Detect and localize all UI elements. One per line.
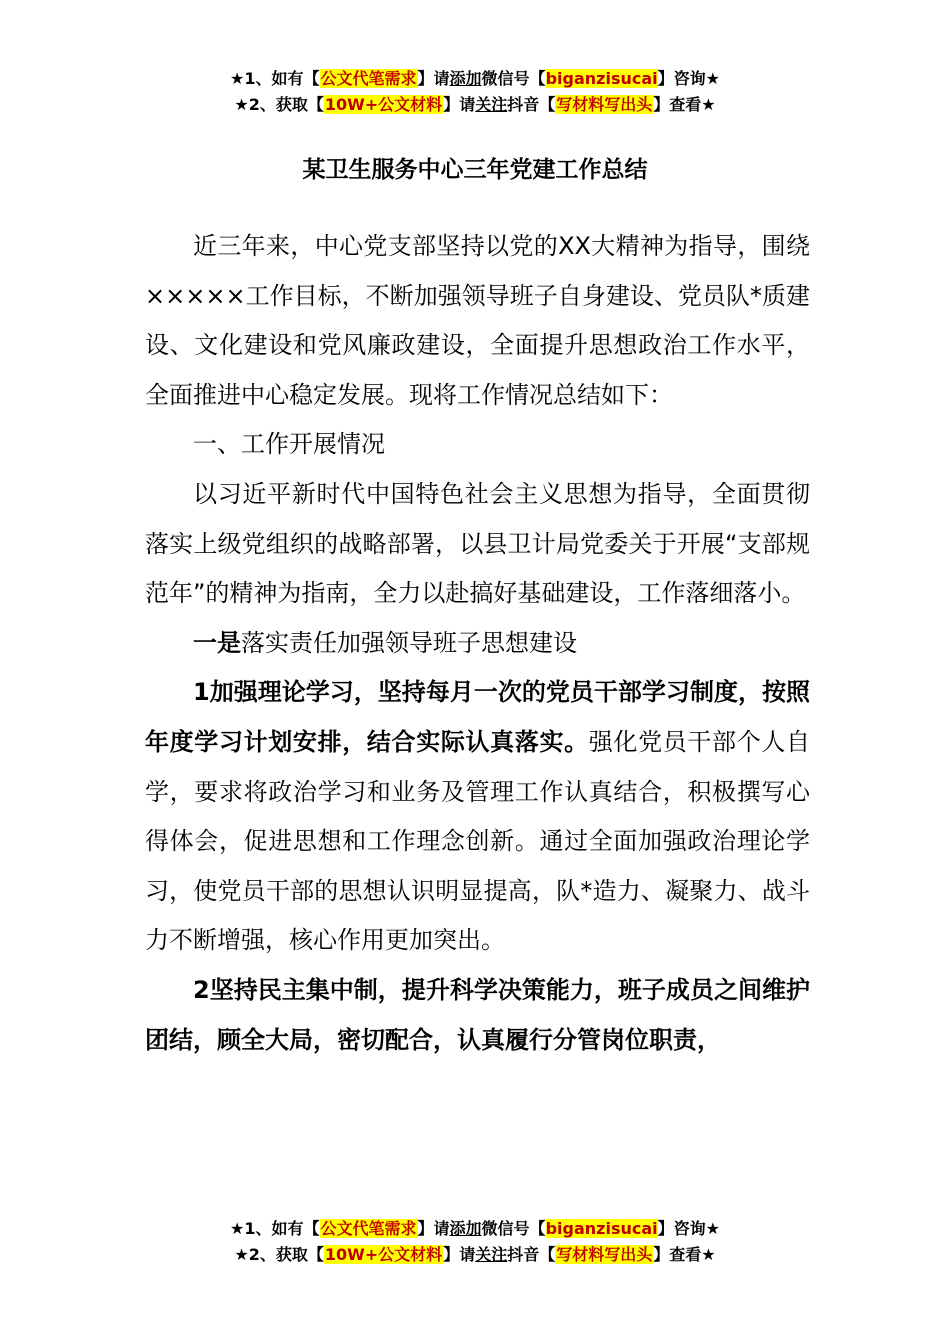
banner-highlight-service: 公文代笔需求 [320, 69, 417, 88]
banner-text: ★1、如有【 [230, 69, 320, 88]
banner-text: 】咨询★ [657, 69, 720, 88]
document-body [145, 222, 810, 1065]
banner-text: 抖音【 [507, 1245, 556, 1264]
banner-highlight-materials: 10W+公文材料 [324, 1245, 443, 1264]
banner-line-1 [0, 66, 950, 92]
paragraph-item-one [145, 619, 810, 669]
banner-text: ★1、如有【 [230, 1219, 320, 1238]
paragraph-intro: 近三年来，中心党支部坚持以党的XX大精神为指导，围绕×××××工作目标，不断加强领导班子自身建设、党员队*质建设、文化建设和党风廉政建设，全面提升思想政治工作水平，全面推进中心稳定发展。现将工作情况总结如下： [145, 232, 810, 409]
paragraph-point-1 [145, 668, 810, 966]
banner-text: 抖音【 [507, 95, 556, 114]
point-text: 强化党员干部个人自学，要求将政治学习和业务及管理工作认真结合，积极撰写心得体会，促进思想和工作理念创新。通过全面加强政治理论学习，使党员干部的思想认识明显提高，队*造力、凝聚力、战斗力不断增强，核心作用更加突出。 [145, 727, 811, 955]
banner-text: 】请 [417, 69, 450, 88]
banner-text: 】咨询★ [657, 1219, 720, 1238]
banner-text: 】查看★ [653, 1245, 716, 1264]
banner-underline: 关注 [475, 95, 508, 114]
banner-text: 微信号【 [481, 1219, 546, 1238]
banner-highlight-materials: 10W+公文材料 [324, 95, 443, 114]
footer-banner [0, 1216, 950, 1268]
banner-highlight-douyin: 写材料写出头 [556, 95, 653, 114]
point-lead: 1加强理论学习，坚持每月一次的党员干部学习制度，按照年度学习计划安排，结合实际认真落实。 [145, 678, 810, 756]
banner-highlight-service: 公文代笔需求 [320, 1219, 417, 1238]
banner-highlight-douyin: 写材料写出头 [556, 1245, 653, 1264]
banner-text: 】查看★ [653, 95, 716, 114]
banner-line-1 [0, 1216, 950, 1242]
item-lead: 一是 [193, 628, 241, 657]
banner-line-2 [0, 92, 950, 118]
banner-text: ★2、获取【 [234, 95, 324, 114]
banner-underline: 关注 [475, 1245, 508, 1264]
section-heading: 一、工作开展情况 [193, 430, 385, 459]
banner-text: 微信号【 [481, 69, 546, 88]
header-banner [0, 66, 950, 118]
banner-text: ★2、获取【 [234, 1245, 324, 1264]
paragraph-guidance: 以习近平新时代中国特色社会主义思想为指导，全面贯彻落实上级党组织的战略部署，以县卫计局党委关于开展“支部规范年”的精神为指南，全力以赴搞好基础建设，工作落细落小。 [145, 479, 810, 608]
document-title: 某卫生服务中心三年党建工作总结 [302, 157, 648, 183]
banner-highlight-wechat-id: biganzisucai [545, 69, 658, 88]
banner-text: 】请 [417, 1219, 450, 1238]
item-text: 落实责任加强领导班子思想建设 [241, 628, 577, 657]
banner-text: 】请 [443, 95, 476, 114]
banner-text: 】请 [443, 1245, 476, 1264]
banner-line-2 [0, 1242, 950, 1268]
point-lead: 2坚持民主集中制，提升科学决策能力，班子成员之间维护团结，顾全大局，密切配合，认真履行分管岗位职责， [145, 975, 810, 1054]
paragraph-point-2 [145, 966, 810, 1065]
banner-underline: 添加 [449, 1219, 482, 1238]
banner-highlight-wechat-id: biganzisucai [545, 1219, 658, 1238]
banner-underline: 添加 [449, 69, 482, 88]
